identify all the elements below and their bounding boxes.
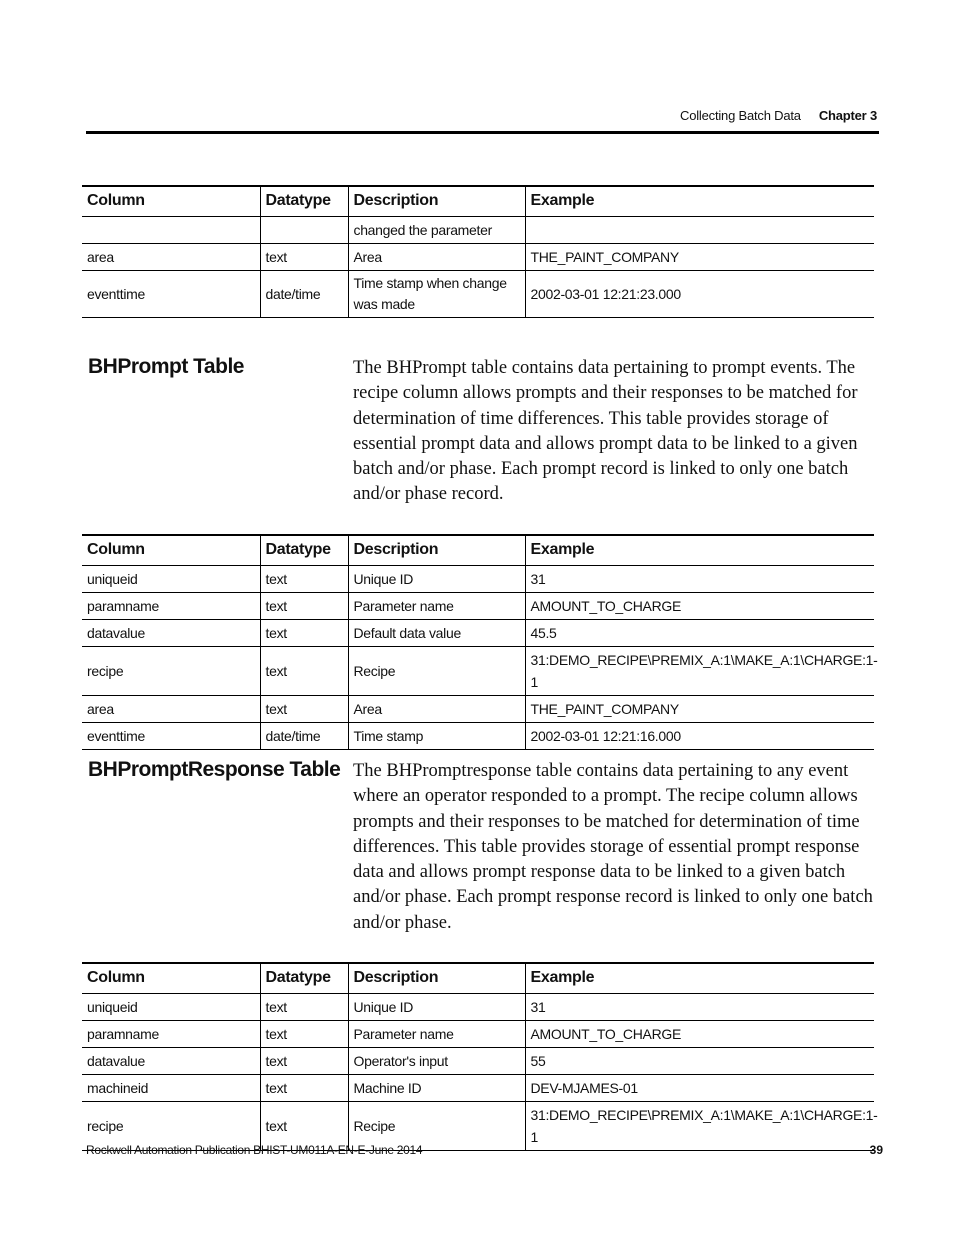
section-body-bhprompt: The BHPrompt table contains data pertaining to prompt events. The recipe column allows prompts and their responses to be matched for determination of time differences. This table provides storage of essential prompt data and allows prompt data to be linked to a given batch and/or phase. Each prompt record is linked to only one batch and/or phase record. — [353, 358, 858, 505]
cell-datatype: date/time — [260, 270, 348, 317]
cell-datatype: text — [260, 1020, 348, 1047]
table-row — [82, 695, 874, 722]
cell-column: eventtime — [82, 722, 260, 749]
cell-description: Machine ID — [348, 1074, 525, 1101]
cell-example: DEV-MJAMES-01 — [525, 1074, 874, 1101]
col-header-description: Description — [348, 186, 525, 216]
section-title-bhprompt: BHPrompt Table — [88, 355, 244, 378]
cell-example: AMOUNT_TO_CHARGE — [525, 592, 874, 619]
cell-example: AMOUNT_TO_CHARGE — [525, 1020, 874, 1047]
table-row — [82, 565, 874, 592]
cell-description: changed the parameter — [348, 216, 525, 243]
cell-example: THE_PAINT_COMPANY — [525, 243, 874, 270]
cell-description: Parameter name — [348, 592, 525, 619]
col-header-example: Example — [525, 186, 874, 216]
cell-column: paramname — [82, 592, 260, 619]
table-header-row — [82, 963, 874, 993]
cell-datatype: text — [260, 1101, 348, 1150]
cell-description: Area — [348, 695, 525, 722]
cell-example: 2002-03-01 12:21:16.000 — [525, 722, 874, 749]
cell-example: 2002-03-01 12:21:23.000 — [525, 270, 874, 317]
cell-column: eventtime — [82, 270, 260, 317]
cell-datatype: text — [260, 695, 348, 722]
table-row — [82, 1074, 874, 1101]
table-row — [82, 592, 874, 619]
table-header-row — [82, 186, 874, 216]
section-title-bhpromptresponse: BHPromptResponse Table — [88, 758, 341, 781]
col-header-column: Column — [82, 186, 260, 216]
cell-column: recipe — [82, 646, 260, 695]
col-header-datatype: Datatype — [260, 535, 348, 565]
col-header-example: Example — [525, 535, 874, 565]
cell-column — [82, 216, 260, 243]
cell-example: THE_PAINT_COMPANY — [525, 695, 874, 722]
cell-description: Recipe — [348, 1101, 525, 1150]
cell-datatype: text — [260, 646, 348, 695]
cell-example: 31 — [525, 565, 874, 592]
cell-column: recipe — [82, 1101, 260, 1150]
cell-example — [525, 216, 874, 243]
cell-column: area — [82, 695, 260, 722]
cell-datatype: text — [260, 1074, 348, 1101]
table-row — [82, 619, 874, 646]
running-header — [680, 108, 877, 123]
col-header-column: Column — [82, 963, 260, 993]
cell-column: datavalue — [82, 1047, 260, 1074]
cell-datatype — [260, 216, 348, 243]
table-row — [82, 1020, 874, 1047]
cell-datatype: text — [260, 592, 348, 619]
cell-datatype: text — [260, 993, 348, 1020]
col-header-datatype: Datatype — [260, 186, 348, 216]
cell-column: machineid — [82, 1074, 260, 1101]
cell-description: Time stamp — [348, 722, 525, 749]
section-body-bhpromptresponse: The BHPromptresponse table contains data pertaining to any event where an operator responded to a prompt. The recipe column allows prompts and their responses to be matched for determination of time differences. This table provides storage of essential prompt response data and allows prompt response data to be linked to a given batch and/or phase. Each prompt response record is linked to only one batch and/or phase. — [353, 761, 873, 933]
table-row — [82, 216, 874, 243]
cell-datatype: text — [260, 565, 348, 592]
cell-example: 55 — [525, 1047, 874, 1074]
cell-datatype: date/time — [260, 722, 348, 749]
cell-example: 31 — [525, 993, 874, 1020]
table-bhprompt — [82, 534, 878, 750]
cell-example: 31:DEMO_RECIPE\PREMIX_A:1\MAKE_A:1\CHARGE:1-1 — [525, 646, 874, 695]
col-header-datatype: Datatype — [260, 963, 348, 993]
col-header-example: Example — [525, 963, 874, 993]
table-row — [82, 722, 874, 749]
footer-publication: Rockwell Automation Publication BHIST-UM011A-EN-E-June 2014 — [86, 1143, 423, 1157]
cell-column: datavalue — [82, 619, 260, 646]
cell-column: area — [82, 243, 260, 270]
table-bhpromptresponse — [82, 962, 878, 1151]
table-row — [82, 243, 874, 270]
col-header-column: Column — [82, 535, 260, 565]
table-row — [82, 270, 874, 317]
cell-datatype: text — [260, 619, 348, 646]
cell-column: uniqueid — [82, 993, 260, 1020]
header-chapter: Chapter 3 — [818, 108, 877, 123]
cell-description: Default data value — [348, 619, 525, 646]
cell-description: Unique ID — [348, 993, 525, 1020]
header-section-title: Collecting Batch Data — [680, 108, 801, 123]
table-continued — [82, 185, 874, 318]
cell-datatype: text — [260, 1047, 348, 1074]
cell-description: Parameter name — [348, 1020, 525, 1047]
table-row — [82, 1047, 874, 1074]
page-header — [86, 104, 879, 134]
cell-column: uniqueid — [82, 565, 260, 592]
cell-description: Area — [348, 243, 525, 270]
cell-column: paramname — [82, 1020, 260, 1047]
page-number: 39 — [869, 1143, 883, 1157]
table-row — [82, 646, 874, 695]
cell-example: 31:DEMO_RECIPE\PREMIX_A:1\MAKE_A:1\CHARGE:1-1 — [525, 1101, 874, 1150]
cell-description: Time stamp when change was made — [348, 270, 525, 317]
cell-description: Recipe — [348, 646, 525, 695]
cell-datatype: text — [260, 243, 348, 270]
cell-example: 45.5 — [525, 619, 874, 646]
col-header-description: Description — [348, 535, 525, 565]
col-header-description: Description — [348, 963, 525, 993]
cell-description: Operator's input — [348, 1047, 525, 1074]
table-row — [82, 993, 874, 1020]
table-header-row — [82, 535, 874, 565]
cell-description: Unique ID — [348, 565, 525, 592]
